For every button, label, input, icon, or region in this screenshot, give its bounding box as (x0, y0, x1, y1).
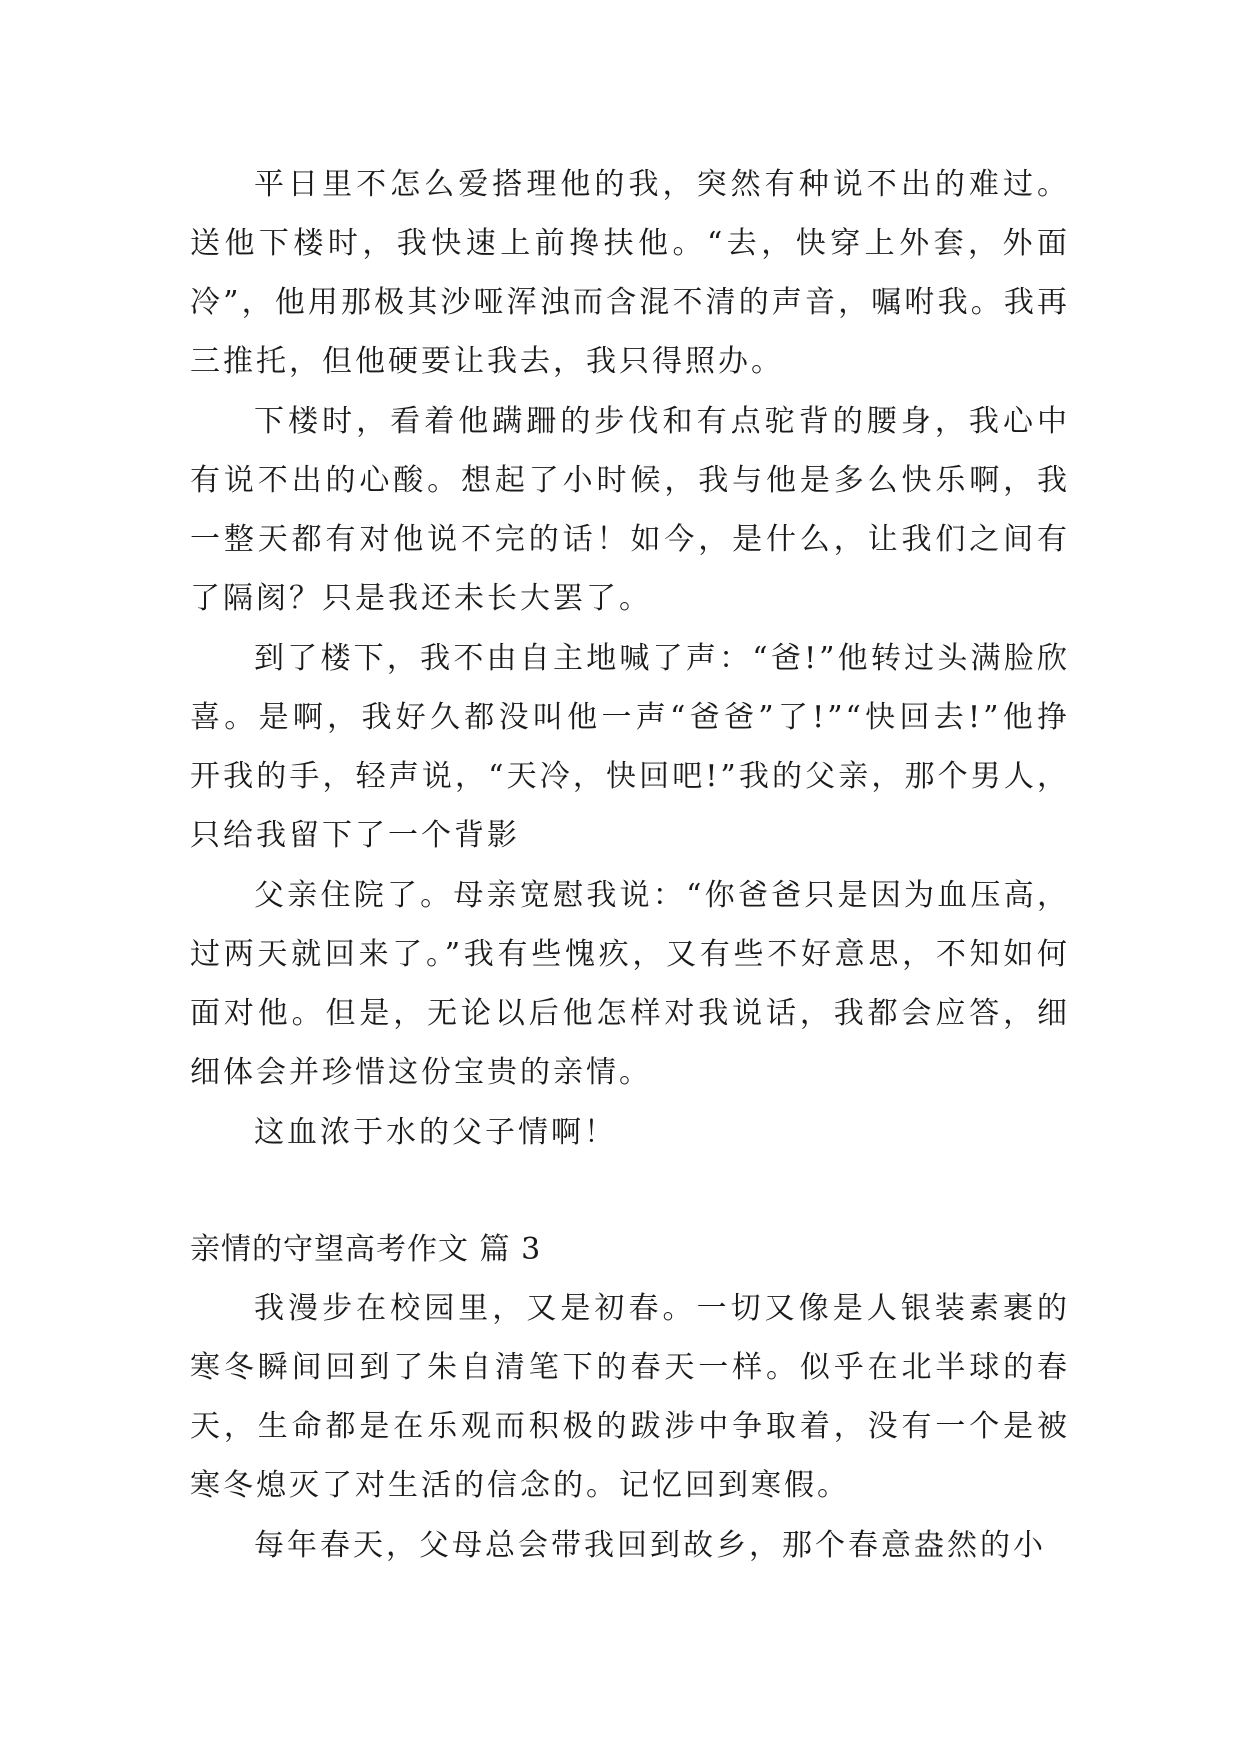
paragraph-6: 我漫步在校园里，又是初春。一切又像是人银装素裹的寒冬瞬间回到了朱自清笔下的春天一样。似乎在北半球的春天，生命都是在乐观而积极的跋涉中争取着，没有一个是被寒冬熄灭了对生活的信念的。记忆回到寒假。 (190, 1291, 1070, 1503)
paragraph-7: 每年春天，父母总会带我回到故乡，那个春意盎然的小 (254, 1528, 1046, 1563)
paragraph-4: 父亲住院了。母亲宽慰我说：“你爸爸只是因为血压高，过两天就回来了。”我有些愧疚，又有些不好意思，不知如何面对他。但是，无论以后他怎样对我说话，我都会应答，细细体会并珍惜这份宝贵的亲情。 (190, 878, 1070, 1090)
document-body (190, 155, 1070, 1575)
paragraph-2: 下楼时，看着他蹒跚的步伐和有点驼背的腰身，我心中有说不出的心酸。想起了小时候，我与他是多么快乐啊，我一整天都有对他说不完的话！如今，是什么，让我们之间有了隔阂？只是我还未长大罢了。 (190, 404, 1070, 616)
paragraph-5: 这血浓于水的父子情啊！ (254, 1115, 617, 1150)
section-title: 亲情的守望高考作文 篇 3 (190, 1232, 542, 1267)
paragraph-1: 平日里不怎么爱搭理他的我，突然有种说不出的难过。送他下楼时，我快速上前搀扶他。“去，快穿上外套，外面冷”，他用那极其沙哑浑浊而含混不清的声音，嘱咐我。我再三推托，但他硬要让我去，我只得照办。 (190, 167, 1070, 379)
paragraph-3: 到了楼下，我不由自主地喊了声：“爸!”他转过头满脸欣喜。是啊，我好久都没叫他一声“爸爸”了!”“快回去!”他挣开我的手，轻声说，“天冷，快回吧!”我的父亲，那个男人，只给我留下了一个背影 (190, 641, 1070, 853)
